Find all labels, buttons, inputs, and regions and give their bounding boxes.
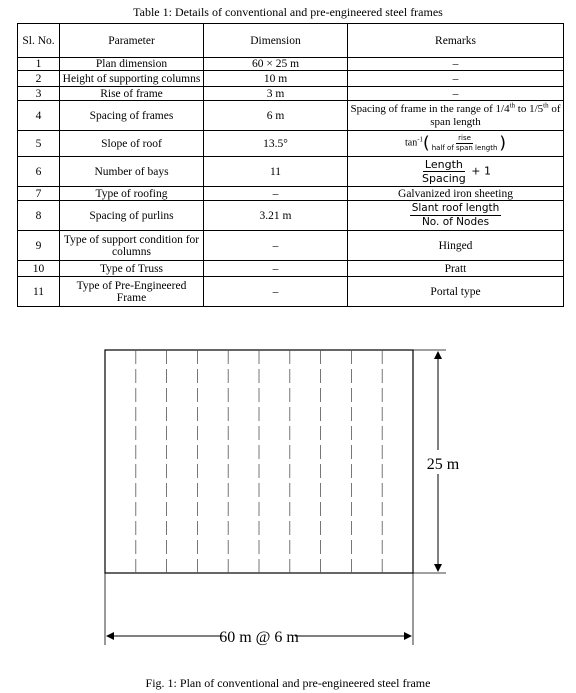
cell-parameter: Type of support condition for columns [60, 231, 204, 261]
cell-dimension: – [204, 277, 348, 307]
cell-parameter: Type of Truss [60, 261, 204, 277]
table-row [18, 87, 564, 101]
cell-parameter: Plan dimension [60, 58, 204, 71]
cell-sl: 2 [18, 71, 60, 87]
header-remarks: Remarks [348, 24, 564, 58]
fraction-denominator: No. of Nodes [421, 216, 490, 228]
cell-remarks: – [348, 58, 564, 71]
table-row [18, 157, 564, 187]
remark-slope-inverse: -1 [417, 135, 424, 144]
cell-remarks [348, 131, 564, 157]
table-header-row [18, 24, 564, 58]
table-row [18, 131, 564, 157]
remark-slope-tan: tan [404, 137, 418, 149]
cell-remarks: Pratt [348, 261, 564, 277]
paren-right: ) [499, 133, 507, 154]
depth-label: 25 m [426, 456, 460, 473]
remark-slope-fraction [430, 134, 500, 153]
header-dimension: Dimension [204, 24, 348, 58]
cell-dimension: 3.21 m [204, 201, 348, 231]
table-row [18, 71, 564, 87]
cell-sl: 10 [18, 261, 60, 277]
figure-caption: Fig. 1: Plan of conventional and pre-engineered steel frame [145, 676, 431, 690]
cell-parameter: Spacing of frames [60, 101, 204, 131]
cell-remarks [348, 101, 564, 131]
cell-sl: 4 [18, 101, 60, 131]
remark-spacing-mid: to 1/5 [515, 102, 544, 115]
remark-purlin-fraction [410, 202, 502, 229]
header-parameter: Parameter [60, 24, 204, 58]
frame-lines [136, 350, 382, 573]
plan-figure [90, 340, 490, 660]
cell-dimension: – [204, 261, 348, 277]
table-row [18, 58, 564, 71]
header-sl-no: Sl. No. [18, 24, 60, 58]
fraction-numerator: Length [424, 158, 463, 171]
cell-sl: 1 [18, 58, 60, 71]
remark-spacing-pre: Spacing of frame in the range of 1/4 [350, 102, 510, 115]
cell-dimension: 13.5° [204, 131, 348, 157]
table-row [18, 201, 564, 231]
cell-remarks: Portal type [348, 277, 564, 307]
cell-sl: 3 [18, 87, 60, 101]
cell-dimension: 60 × 25 m [204, 58, 348, 71]
cell-remarks [348, 157, 564, 187]
cell-parameter: Slope of roof [60, 131, 204, 157]
cell-sl: 5 [18, 131, 60, 157]
cell-remarks: Galvanized iron sheeting [348, 187, 564, 201]
table-row [18, 101, 564, 131]
cell-dimension: 11 [204, 157, 348, 187]
table-row [18, 261, 564, 277]
cell-parameter: Height of supporting columns [60, 71, 204, 87]
cell-dimension: 6 m [204, 101, 348, 131]
cell-sl: 8 [18, 201, 60, 231]
remark-spacing-sup2: th [543, 100, 549, 109]
cell-remarks: – [348, 71, 564, 87]
cell-sl: 7 [18, 187, 60, 201]
remark-spacing-sup1: th [509, 100, 516, 109]
details-table [17, 23, 564, 307]
remark-bays-fraction [420, 158, 468, 185]
table-caption: Table 1: Details of conventional and pre-engineered steel frames [133, 5, 443, 19]
fraction-numerator: Slant roof length [411, 202, 500, 214]
cell-sl: 11 [18, 277, 60, 307]
cell-parameter: Number of bays [60, 157, 204, 187]
cell-dimension: – [204, 187, 348, 201]
paren-left: ( [423, 133, 430, 154]
cell-dimension: 3 m [204, 87, 348, 101]
cell-parameter: Type of Pre-Engineered Frame [60, 277, 204, 307]
cell-remarks: – [348, 87, 564, 101]
table-row [18, 231, 564, 261]
fraction-numerator: rise [458, 134, 471, 142]
cell-sl: 6 [18, 157, 60, 187]
table-row [18, 187, 564, 201]
width-label: 60 m @ 6 m [219, 629, 299, 646]
remark-bays-plus: + 1 [471, 164, 491, 178]
cell-dimension: – [204, 231, 348, 261]
cell-sl: 9 [18, 231, 60, 261]
fraction-denominator: half of span length [431, 144, 498, 152]
remark-spacing-post: of span length [430, 102, 561, 128]
cell-remarks [348, 201, 564, 231]
cell-parameter: Rise of frame [60, 87, 204, 101]
fraction-denominator: Spacing [422, 172, 466, 185]
cell-parameter: Spacing of purlins [60, 201, 204, 231]
plan-outline [105, 350, 413, 573]
cell-parameter: Type of roofing [60, 187, 204, 201]
table-row [18, 277, 564, 307]
cell-dimension: 10 m [204, 71, 348, 87]
cell-remarks: Hinged [348, 231, 564, 261]
